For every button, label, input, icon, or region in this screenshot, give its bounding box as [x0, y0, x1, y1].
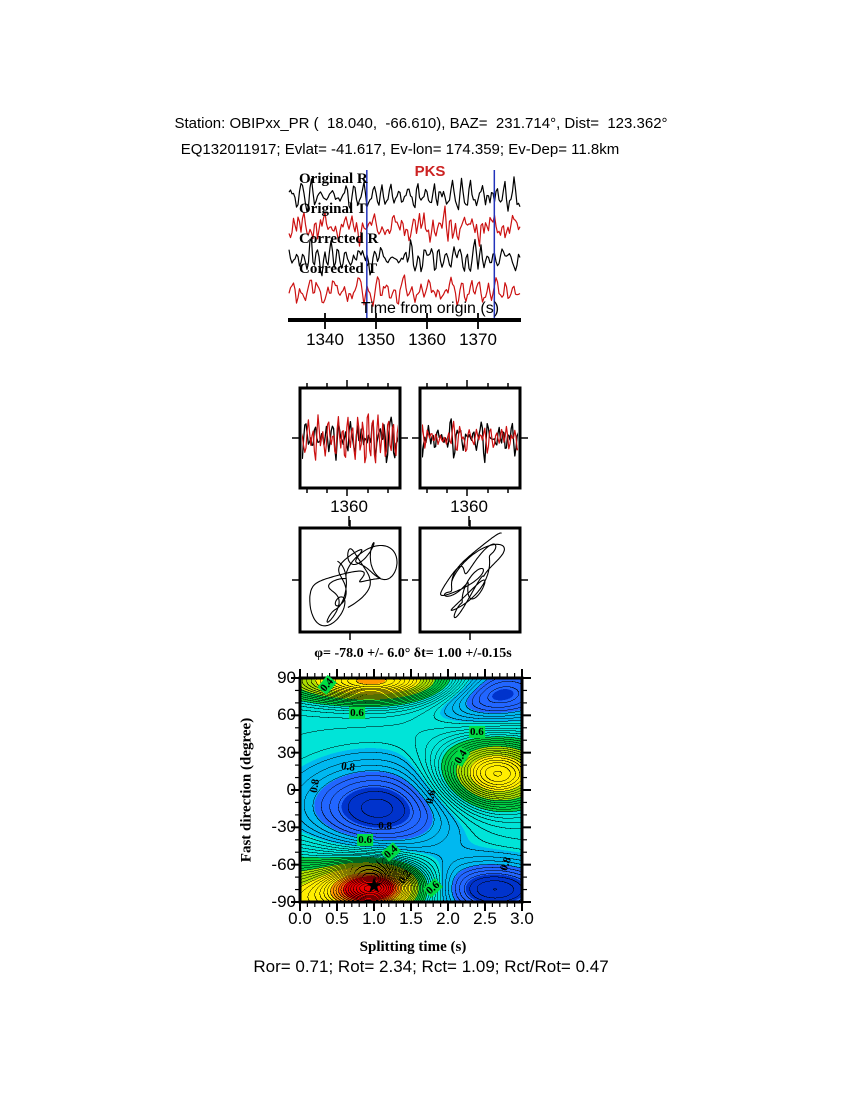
- seismogram-trace-3: [289, 275, 520, 306]
- window-panel-tick-left: 1360: [330, 497, 368, 516]
- station-header: Station: OBIPxx_PR ( 18.040, -66.610), BAZ= 231.714°, Dist= 123.362°: [174, 115, 668, 132]
- contour-x-tick-label: 2.5: [473, 909, 497, 928]
- seismogram-trace-2: [289, 239, 520, 275]
- contour-y-tick-label: 90: [277, 668, 296, 687]
- trace-label-original-r: Original R: [299, 171, 368, 187]
- contour-level-label: 0.4: [452, 747, 471, 767]
- contour-level-label: 0.6: [469, 725, 484, 738]
- contour-y-axis-title: Fast direction (degree): [238, 717, 255, 863]
- contour-x-tick-label: 0.5: [325, 909, 349, 928]
- contour-level-label: 0.6: [350, 706, 364, 719]
- contour-y-tick-label: -30: [271, 817, 296, 837]
- contour-level-label: 0.4: [317, 676, 336, 695]
- contour-level-label: 0.8: [497, 855, 514, 873]
- contour-y-tick-label: 60: [277, 705, 296, 725]
- contour-level-label: 0.6: [424, 878, 443, 898]
- contour-level-label: 0.2: [396, 868, 414, 887]
- trace-label-original-t: Original T: [299, 201, 367, 217]
- phase-pick-label: PKS: [414, 163, 446, 180]
- contour-y-tick-label: -60: [271, 854, 296, 874]
- event-header: EQ132011917; Evlat= -41.617, Ev-lon= 174.359; Ev-Dep= 11.8km: [180, 141, 620, 158]
- seismogram-trace-1: [289, 206, 520, 246]
- trace-label-corrected-t: Corrected T: [299, 261, 378, 277]
- hodogram-curve-1: [441, 533, 505, 618]
- contour-frame: [300, 678, 522, 902]
- contour-x-tick-label: 1.0: [362, 909, 386, 928]
- contour-y-tick-label: 0: [286, 780, 296, 799]
- contour-level-label: 0.6: [423, 789, 439, 806]
- contour-level-label: 0.8: [307, 778, 322, 794]
- contour-level-label: 0.8: [340, 760, 356, 774]
- contour-level-label: 0.4: [381, 842, 401, 862]
- time-tick-label: 1350: [357, 330, 395, 349]
- energy-ratio-summary: Ror= 0.71; Rot= 2.34; Rct= 1.09; Rct/Rot= 0.47: [253, 957, 609, 976]
- windowed-trace-red-0: [300, 414, 400, 463]
- time-tick-label: 1340: [306, 330, 344, 349]
- time-tick-label: 1360: [408, 330, 446, 349]
- best-fit-star-marker: ★: [364, 873, 384, 898]
- contour-x-tick-label: 1.5: [399, 909, 423, 928]
- contour-x-tick-label: 2.0: [436, 909, 460, 928]
- trace-label-corrected-r: Corrected R: [299, 231, 379, 247]
- splitting-result-title: φ= -78.0 +/- 6.0° δt= 1.00 +/-0.15s: [314, 646, 512, 661]
- time-axis-title: Time from origin (s): [360, 300, 500, 317]
- contour-y-tick-label: -90: [271, 892, 296, 911]
- contour-y-tick-label: 30: [277, 742, 296, 762]
- contour-level-label: 0.6: [358, 833, 372, 846]
- contour-level-label: 0.8: [378, 820, 392, 833]
- contour-x-tick-label: 0.0: [288, 909, 312, 928]
- contour-x-tick-label: 3.0: [510, 909, 534, 928]
- seismogram-trace-0: [289, 177, 520, 212]
- hodogram-curve-0: [310, 543, 397, 626]
- window-panel-tick-right: 1360: [450, 497, 488, 516]
- hodogram-frame: [420, 528, 520, 632]
- contour-x-axis-title: Splitting time (s): [359, 939, 467, 955]
- time-tick-label: 1370: [459, 330, 497, 349]
